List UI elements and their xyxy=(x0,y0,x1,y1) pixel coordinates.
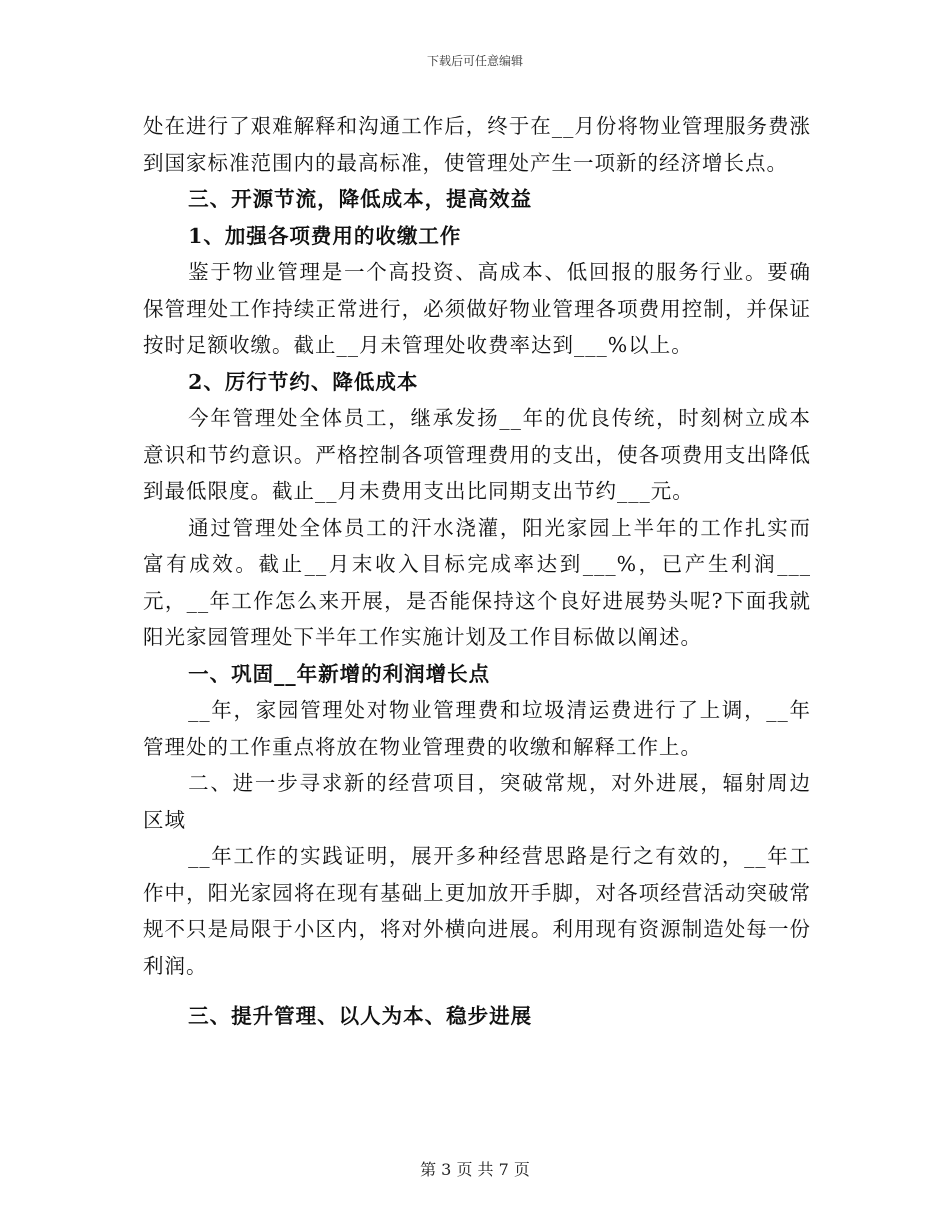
page-header: 下载后可任意编辑 xyxy=(426,54,523,68)
page-footer: 第 3 页 共 7 页 xyxy=(420,1160,530,1179)
subheading-fee-collection: 1、加强各项费用的收缴工作 xyxy=(188,223,462,248)
paragraph-continuation: 处在进行了艰难解释和沟通工作后，终于在__月份将物业管理服务费涨到国家标准范围内的最高标准，使管理处产生一项新的经济增长点。 xyxy=(143,114,811,175)
subheading-cost-saving: 2、厉行节约、降低成本 xyxy=(188,369,419,394)
section-heading-3: 三、开源节流，降低成本，提高效益 xyxy=(188,187,533,211)
paragraph-profit-growth: __年，家园管理处对物业管理费和垃圾清运费进行了上调，__年管理处的工作重点将放在物业管理费的收缴和解释工作上。 xyxy=(143,698,811,759)
section-heading-1: 一、巩固__年新增的利润增长点 xyxy=(188,661,491,686)
paragraph-summary: 通过管理处全体员工的汗水浇灌，阳光家园上半年的工作扎实而富有成效。截止__月末收入目标完成率达到___%，已产生利润___元，__年工作怎么来开展，是否能保持这个良好进展势头呢?下面我就阳光家园管理处下半年工作实施计划及工作目标做以阐述。 xyxy=(143,515,811,649)
paragraph-cost-saving: 今年管理处全体员工，继承发扬__年的优良传统，时刻树立成本意识和节约意识。严格控制各项管理费用的支出，使各项费用支出降低到最低限度。截止__月未费用支出比同期支出节约___元。 xyxy=(143,406,811,503)
paragraph-fee-collection: 鉴于物业管理是一个高投资、高成本、低回报的服务行业。要确保管理处工作持续正常进行，必须做好物业管理各项费用控制，并保证按时足额收缴。截止__月未管理处收费率达到___%以上。 xyxy=(143,260,811,357)
paragraph-business-expansion: __年工作的实践证明，展开多种经营思路是行之有效的，__年工作中，阳光家园将在现有基础上更加放开手脚，对各项经营活动突破常规不只是局限于小区内，将对外横向进展。利用现有资源制造处每一份利润。 xyxy=(143,844,811,978)
document-body xyxy=(143,108,811,1035)
section-heading-3-management: 三、提升管理、以人为本、稳步进展 xyxy=(188,1004,533,1028)
paragraph-section-2-title: 二、进一步寻求新的经营项目，突破常规，对外进展，辐射周边区域 xyxy=(143,771,811,832)
